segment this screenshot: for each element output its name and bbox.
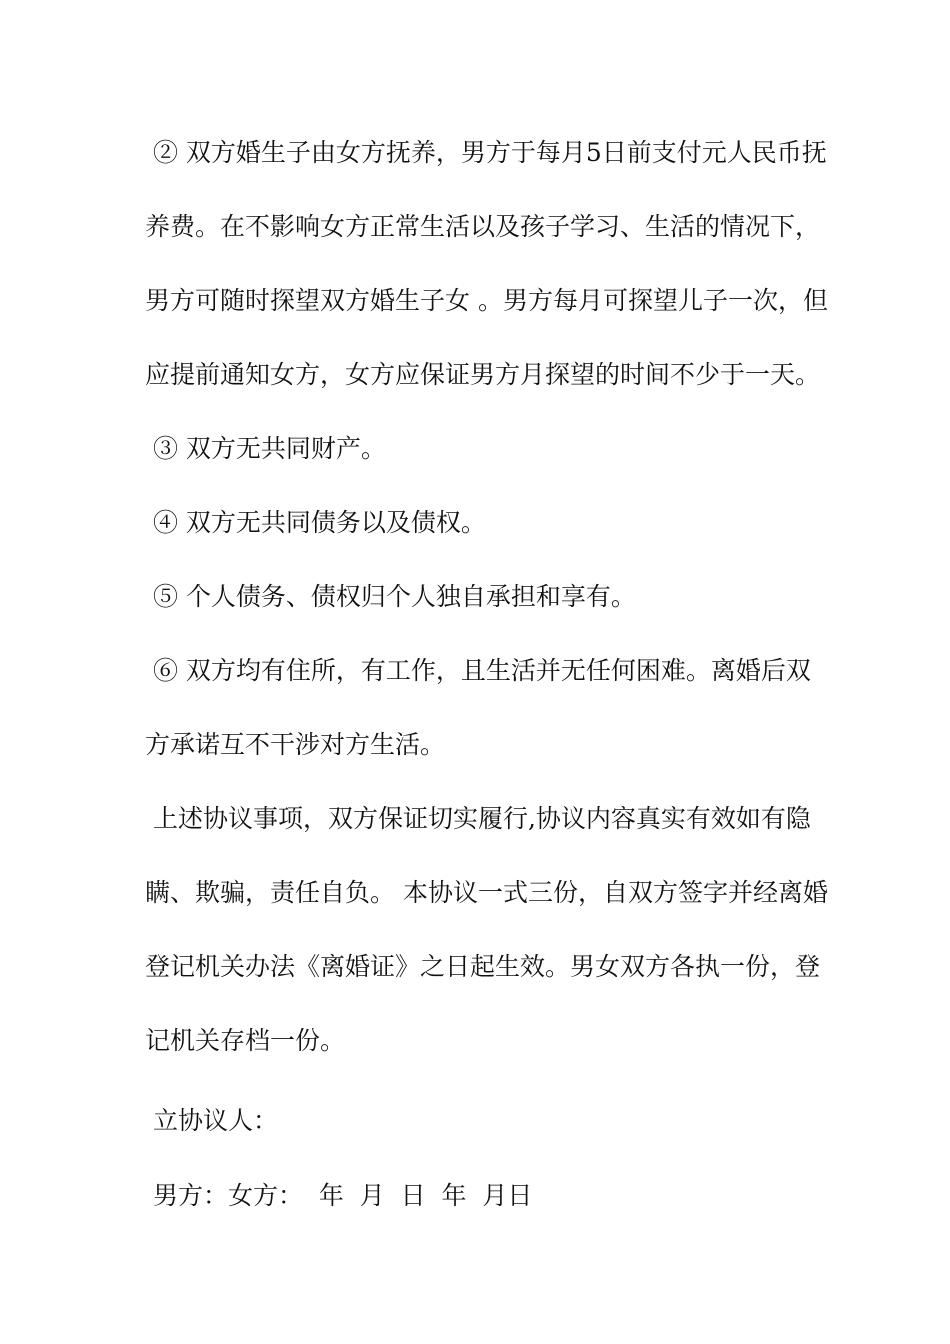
paragraph-line: 上述协议事项，双方保证切实履行,协议内容真实有效如有隐 xyxy=(145,804,811,833)
paragraph-line: 方承诺互不干涉对方生活。 xyxy=(145,730,446,759)
paragraph-line: 男方可随时探望双方婚生子女 。男方每月可探望儿子一次，但 xyxy=(145,286,828,315)
paragraph-line: 瞒、欺骗，责任自负。 本协议一式三份，自双方签字并经离婚 xyxy=(145,878,828,907)
paragraph-line: ⑤ 个人债务、债权归个人独自承担和享有。 xyxy=(145,582,636,611)
paragraph-line: 登记机关办法《离婚证》之日起生效。男女双方各执一份，登 xyxy=(145,952,821,981)
signature-date-line: 男方：女方： 年 月 日 年 月日 xyxy=(145,1181,533,1210)
paragraph-line: 记机关存档一份。 xyxy=(145,1026,346,1055)
paragraph-line: ③ 双方无共同财产。 xyxy=(145,434,386,463)
paragraph-line: ⑥ 双方均有住所，有工作，且生活并无任何困难。离婚后双 xyxy=(145,656,811,685)
paragraph-line: 养费。在不影响女方正常生活以及孩子学习、生活的情况下， xyxy=(145,212,821,241)
paragraph-line: 应提前通知女方，女方应保证男方月探望的时间不少于一天。 xyxy=(145,360,821,389)
paragraph-line: ② 双方婚生子由女方抚养，男方于每月5日前支付元人民币抚 xyxy=(145,138,827,167)
signatory-label: 立协议人： xyxy=(145,1106,278,1135)
paragraph-line: ④ 双方无共同债务以及债权。 xyxy=(145,508,486,537)
